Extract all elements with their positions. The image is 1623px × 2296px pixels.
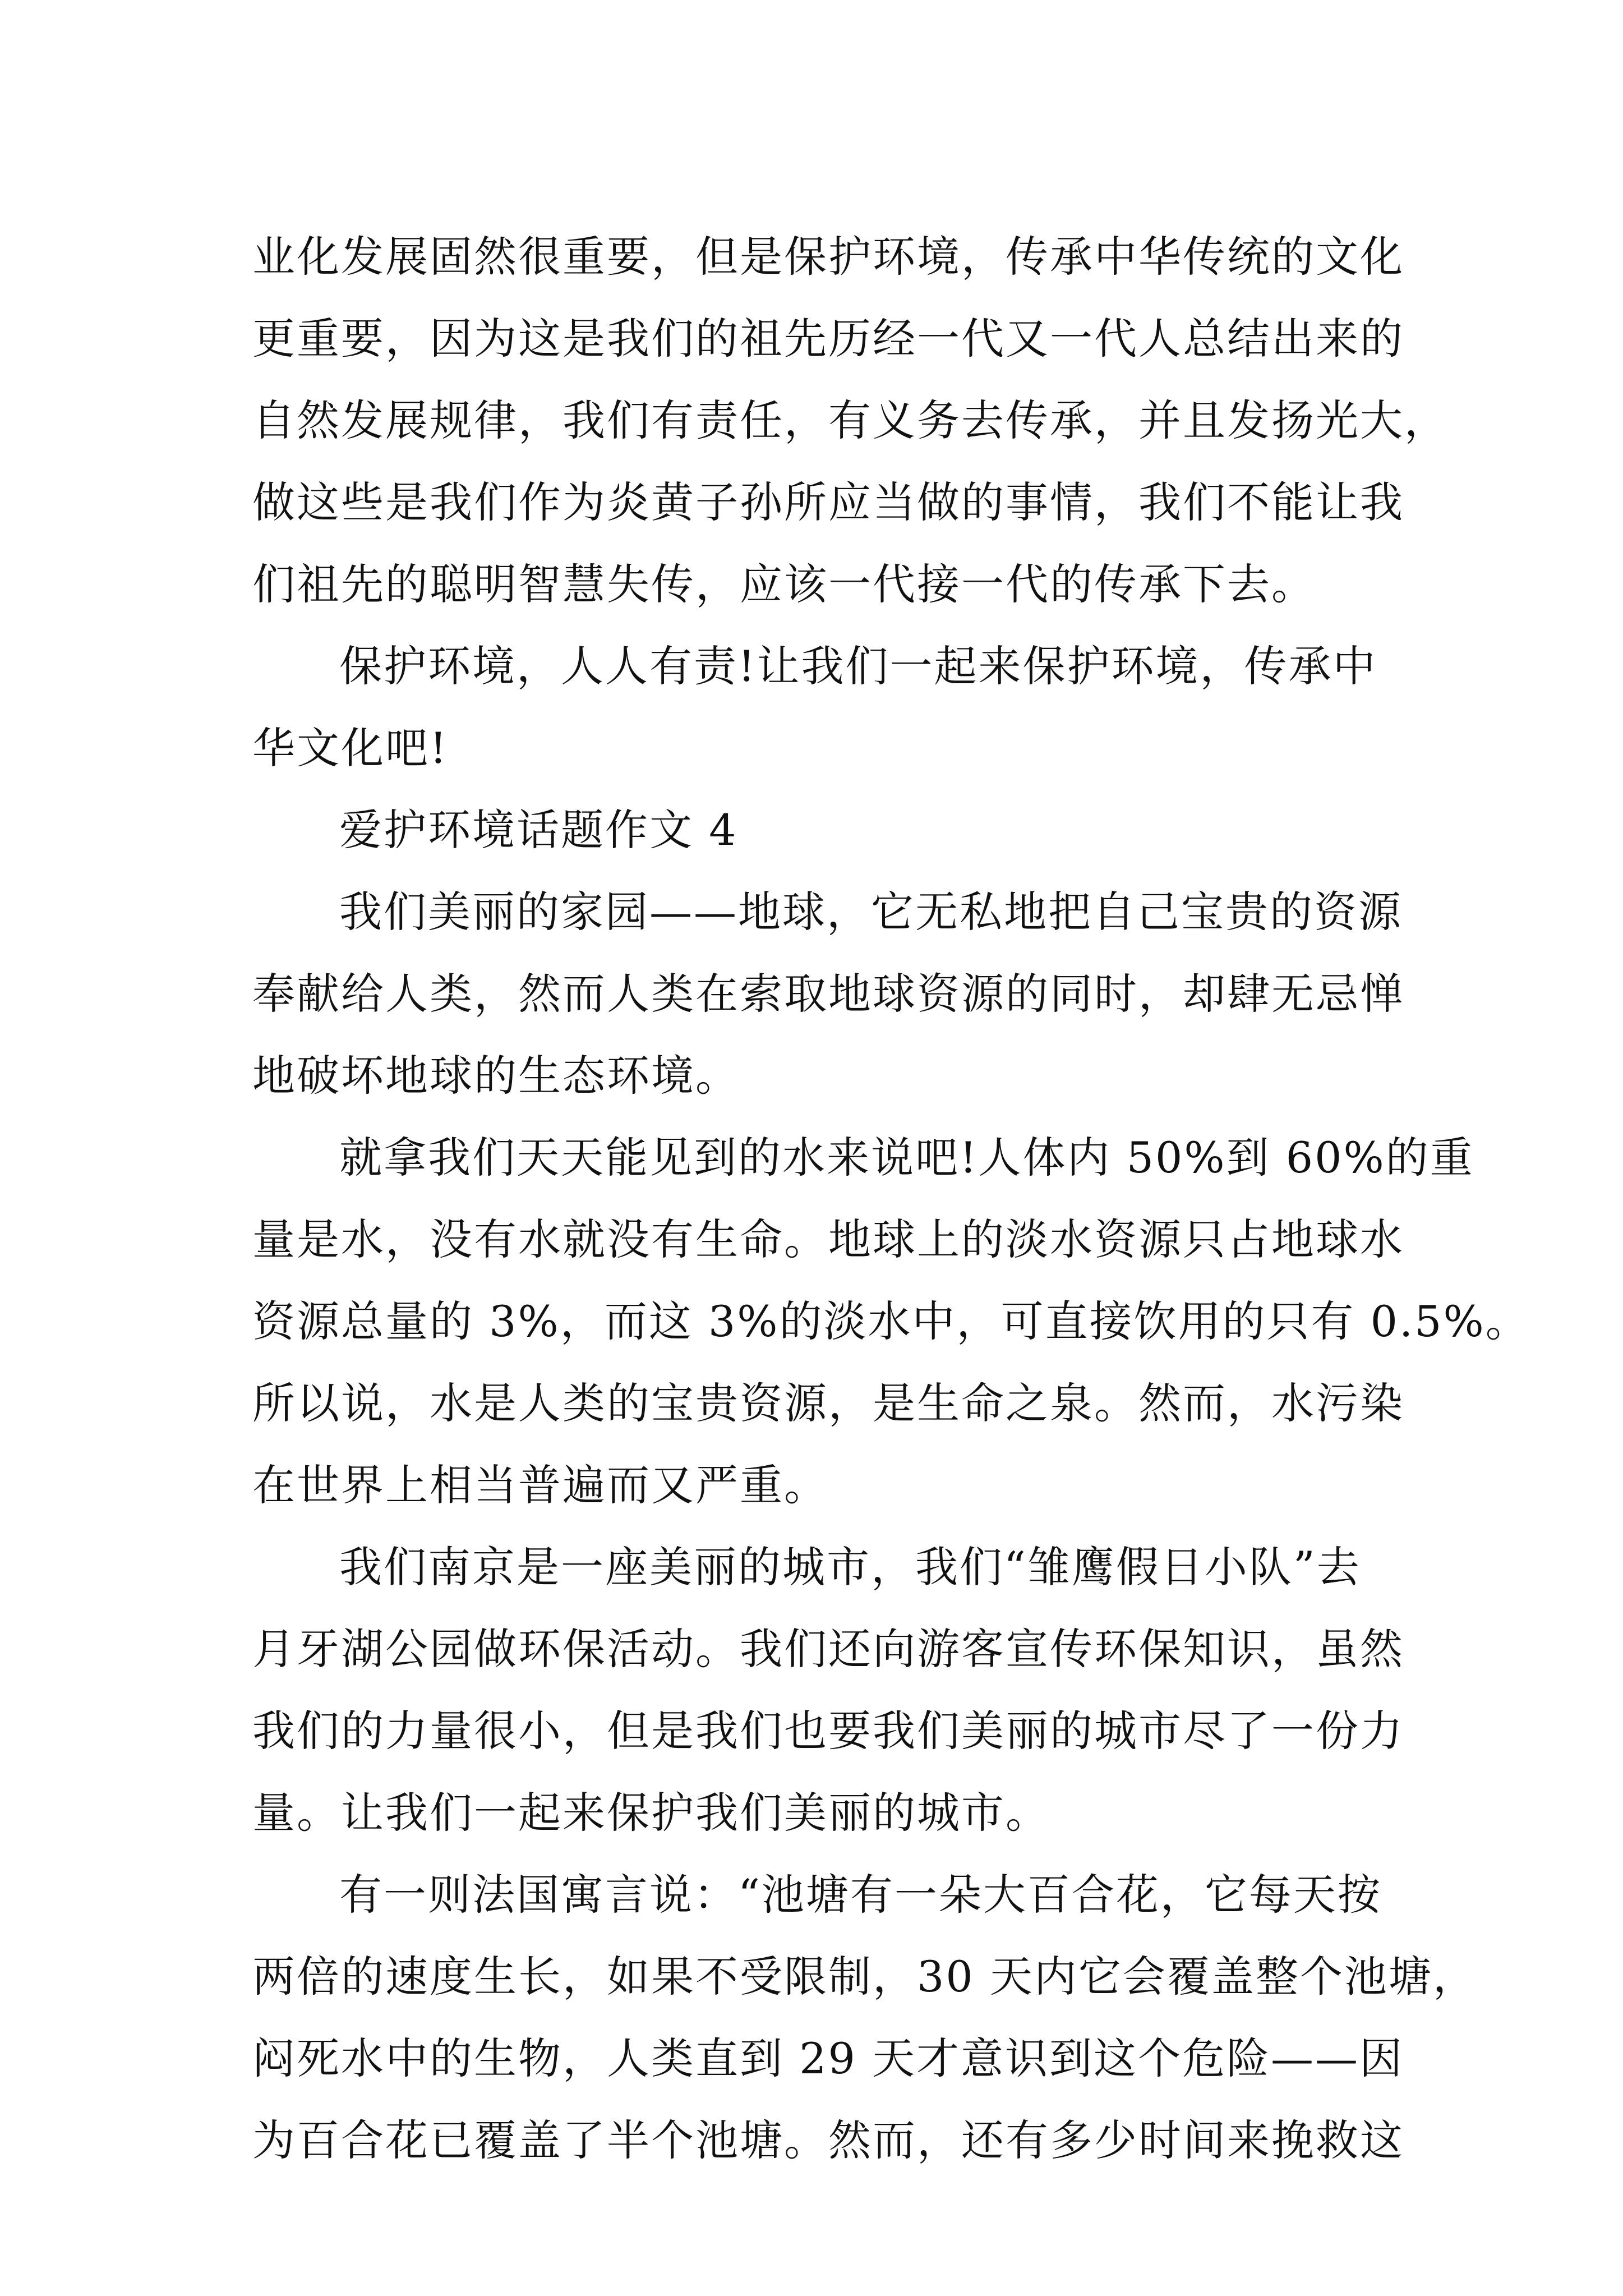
- text-line: 量是水，没有水就没有生命。地球上的淡水资源只占地球水: [252, 1214, 1404, 1264]
- text-line: 奉献给人类，然而人类在索取地球资源的同时，却肆无忌惮: [252, 969, 1404, 1019]
- text-line: 量。让我们一起来保护我们美丽的城市。: [252, 1788, 1050, 1838]
- text-line: 更重要，因为这是我们的祖先历经一代又一代人总结出来的: [252, 314, 1404, 364]
- text-line: 爱护环境话题作文 4: [339, 805, 738, 855]
- text-line: 有一则法国寓言说：“池塘有一朵大百合花，它每天按: [339, 1870, 1382, 1920]
- text-line: 自然发展规律，我们有责任，有义务去传承，并且发扬光大，: [252, 395, 1449, 445]
- text-line: 闷死水中的生物，人类直到 29 天才意识到这个危险——因: [252, 2033, 1404, 2083]
- text-line: 们祖先的聪明智慧失传，应该一代接一代的传承下去。: [252, 559, 1316, 609]
- text-line: 我们南京是一座美丽的城市，我们“雏鹰假日小队”去: [339, 1542, 1361, 1592]
- text-line: 所以说，水是人类的宝贵资源，是生命之泉。然而，水污染: [252, 1378, 1404, 1428]
- text-line: 两倍的速度生长，如果不受限制，30 天内它会覆盖整个池塘，: [252, 1952, 1477, 2001]
- text-line: 做这些是我们作为炎黄子孙所应当做的事情，我们不能让我: [252, 477, 1404, 527]
- text-line: 地破坏地球的生态环境。: [252, 1051, 740, 1101]
- text-line: 我们美丽的家园——地球，它无私地把自己宝贵的资源: [339, 887, 1403, 937]
- text-line: 就拿我们天天能见到的水来说吧!人体内 50%到 60%的重: [339, 1133, 1474, 1182]
- text-line: 业化发展固然很重要，但是保护环境，传承中华传统的文化: [252, 232, 1404, 282]
- text-line: 为百合花已覆盖了半个池塘。然而，还有多少时间来挽救这: [252, 2115, 1404, 2165]
- text-line: 月牙湖公园做环保活动。我们还向游客宣传环保知识，虽然: [252, 1624, 1404, 1674]
- document-body: [252, 216, 1530, 2182]
- text-line: 在世界上相当普遍而又严重。: [252, 1460, 828, 1510]
- text-line: 资源总量的 3%，而这 3%的淡水中，可直接饮用的只有 0.5%。: [252, 1296, 1530, 1346]
- text-line: 保护环境，人人有责!让我们一起来保护环境，传承中: [339, 641, 1377, 691]
- text-line: 我们的力量很小，但是我们也要我们美丽的城市尽了一份力: [252, 1706, 1404, 1756]
- text-line: 华文化吧!: [252, 723, 449, 773]
